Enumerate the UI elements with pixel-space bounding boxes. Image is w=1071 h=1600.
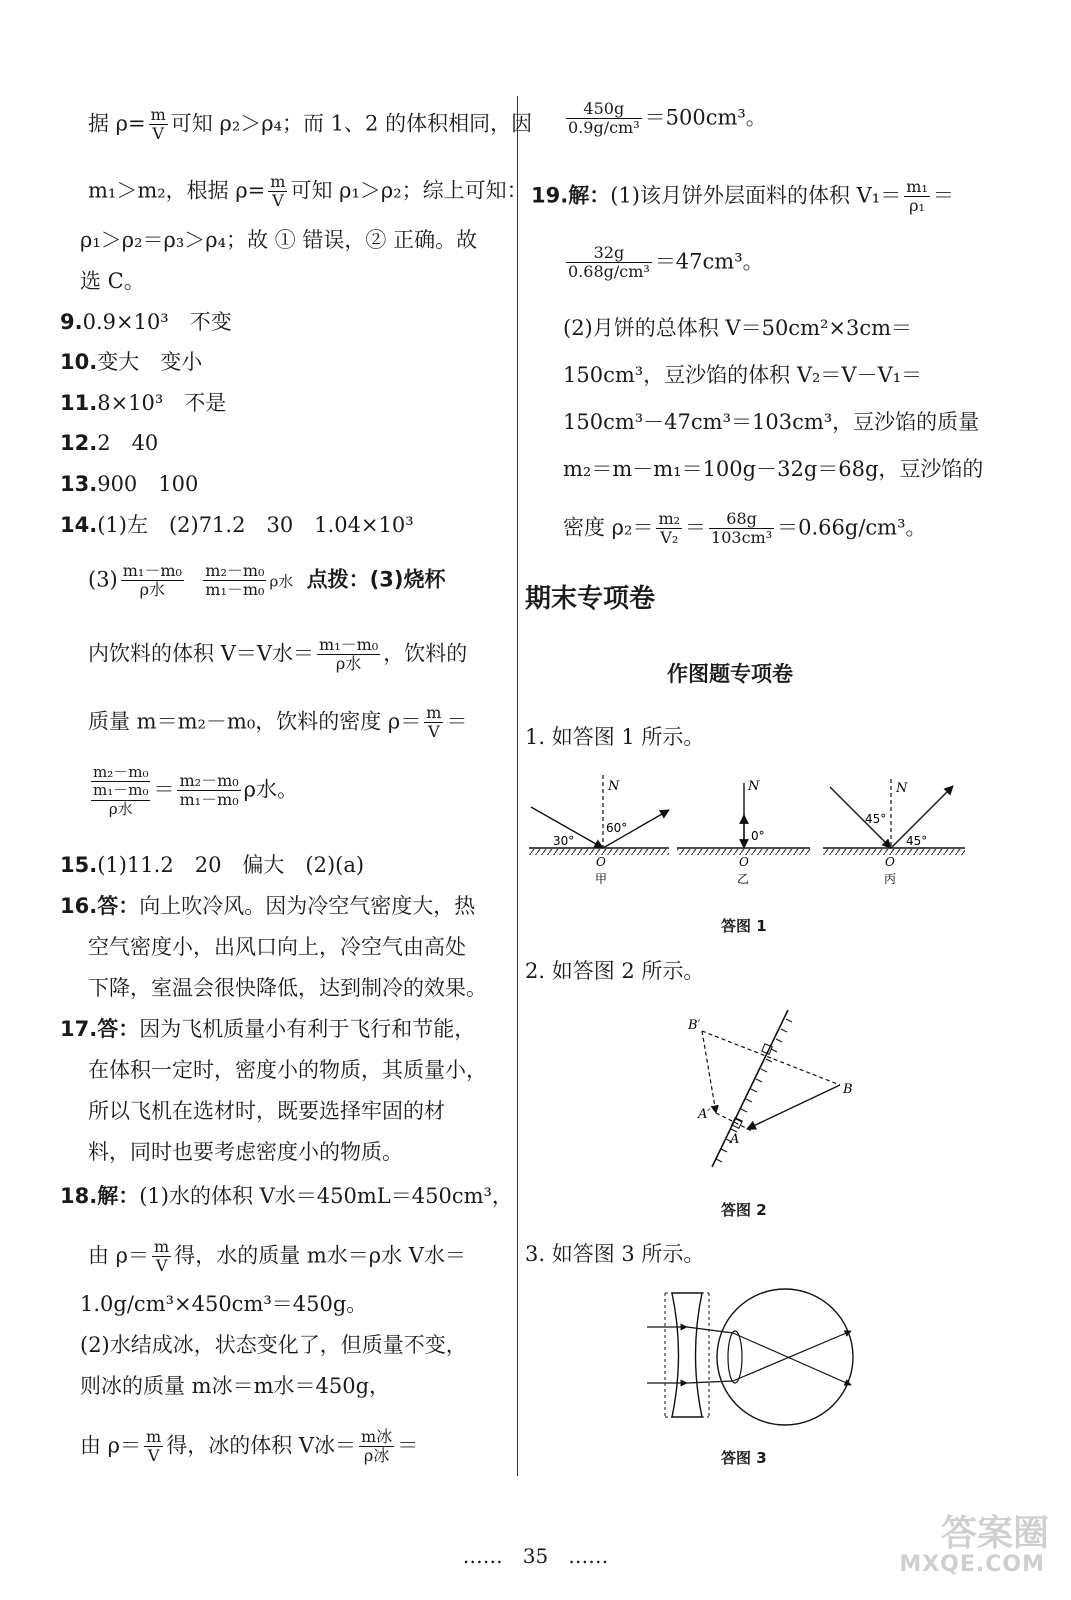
- denominator: 103cm³: [711, 528, 773, 548]
- denominator: ρ水: [139, 580, 166, 600]
- numerator: m₂－m₀: [93, 763, 149, 781]
- watermark-logo: 答案圈: [940, 1513, 1049, 1554]
- qnum: 18.解：: [60, 1184, 140, 1208]
- label-yi: 乙: [737, 872, 750, 886]
- denominator: 0.9g/cm³: [568, 118, 640, 138]
- line-3: ρ₁＞ρ₂＝ρ₃＞ρ₄；故 ① 错误，② 正确。故: [80, 228, 478, 252]
- text: ＝47cm³。: [654, 249, 764, 274]
- answer-19-line: 150cm³，豆沙馅的体积 V₂＝V－V₁＝: [563, 363, 923, 387]
- text: (1)11.2 20 偏大 (2)(a): [97, 853, 365, 877]
- angle-30: 30°: [553, 834, 575, 848]
- qnum: 12.: [60, 431, 98, 455]
- denominator: ρ₁: [909, 196, 925, 216]
- answer-19-line: 150cm³－47cm³＝103cm³，豆沙馅的质量: [563, 410, 980, 434]
- hint-label: 点拨：(3)烧杯: [306, 567, 446, 592]
- text: 得，水的质量 m水＝ρ水 V水＝: [174, 1243, 466, 1268]
- watermark-site: MXQE.COM: [899, 1552, 1045, 1577]
- section-title: 期末专项卷: [525, 584, 656, 614]
- denominator: 0.68g/cm³: [568, 262, 650, 282]
- answer-18-line: 则冰的质量 m冰＝m水＝450g，: [80, 1374, 391, 1398]
- text: 由 ρ＝: [80, 1433, 142, 1458]
- answer-14-line: [88, 636, 467, 674]
- mirror-jia: [529, 775, 669, 886]
- answer-16-line: 下降，室温会很快降低，达到制冷的效果。: [88, 976, 487, 1000]
- answer-12: [60, 433, 158, 454]
- answer-14: [60, 515, 414, 536]
- denominator: m₁－m₀: [205, 580, 265, 600]
- qnum: 9.: [60, 310, 83, 334]
- answer-15: [60, 855, 364, 876]
- numerator: m: [150, 105, 166, 124]
- fraction: [656, 510, 682, 548]
- label-O: O: [885, 855, 895, 869]
- text: 因为飞机质量小有利于飞行和节能，: [139, 1017, 476, 1041]
- answer-16: [60, 896, 475, 917]
- label-O: O: [739, 855, 749, 869]
- label-B-prime: B′: [688, 1018, 701, 1033]
- complex-fraction: [91, 764, 150, 818]
- fraction: [904, 178, 930, 216]
- numerator: m₁: [906, 177, 928, 196]
- text: ＝: [397, 1433, 419, 1458]
- fraction: [709, 510, 774, 548]
- text: ＝: [153, 777, 175, 802]
- denominator: ρ水: [335, 654, 362, 674]
- denominator: V: [147, 1446, 160, 1466]
- numerator: m₂－m₀: [205, 561, 265, 580]
- figure-3: [645, 1285, 860, 1430]
- denominator: V: [152, 124, 164, 144]
- answer-18-line: [88, 1238, 466, 1276]
- numerator: 450g: [566, 100, 642, 119]
- answer-18: [60, 1186, 513, 1207]
- qnum: 16.答：: [60, 894, 140, 918]
- text: 8×10³ 不是: [97, 391, 227, 415]
- label-jia: 甲: [595, 872, 608, 886]
- mirror-bing: [823, 779, 965, 886]
- denominator-bottom: ρ水: [108, 799, 133, 818]
- fraction: [359, 1428, 394, 1466]
- text: (3): [88, 567, 118, 592]
- column-divider: [517, 96, 518, 1476]
- answer-11: [60, 393, 226, 414]
- answer-13: [60, 474, 198, 495]
- text: ＝500cm³。: [644, 105, 767, 130]
- concave-lens: [665, 1293, 709, 1417]
- denominator: V: [272, 191, 284, 211]
- answer-19-line: [563, 244, 764, 282]
- answer-19-line: (2)月饼的总体积 V＝50cm²×3cm＝: [563, 316, 913, 340]
- label-bing: 丙: [884, 872, 897, 886]
- answer-18-cont: [563, 100, 767, 138]
- answer-9: [60, 312, 232, 333]
- figure-2: [650, 1005, 870, 1175]
- answer-17-line: 料，同时也要考虑密度小的物质。: [88, 1140, 403, 1164]
- plane-mirror: [712, 1010, 792, 1167]
- caption-fig3: 答图 3: [721, 1449, 767, 1467]
- denominator: V: [428, 722, 440, 742]
- numerator: m: [146, 1427, 162, 1446]
- numerator: m: [270, 172, 286, 191]
- eyeball: [717, 1289, 853, 1425]
- text: ρ水。: [243, 777, 299, 802]
- line-1: [88, 106, 532, 144]
- label-N: N: [748, 779, 760, 794]
- text: 向上吹冷风。因为冷空气密度大，热: [139, 894, 476, 918]
- answer-19-line: [563, 510, 927, 548]
- numerator: m₂－m₀: [179, 770, 239, 790]
- text: ＝: [685, 515, 707, 540]
- text: 2 40: [97, 431, 159, 455]
- angle-60: 60°: [606, 821, 628, 835]
- text: ＝: [932, 183, 954, 208]
- answer-19-line: m₂＝m－m₁＝100g－32g＝68g，豆沙馅的: [563, 457, 984, 481]
- denominator-top: m₁－m₀: [93, 781, 149, 800]
- line-2: [88, 173, 528, 211]
- denominator: V₂: [660, 528, 679, 548]
- fraction: [144, 1428, 163, 1466]
- numerator: m冰: [361, 1427, 393, 1446]
- answer-17: [60, 1019, 475, 1040]
- label-B: B: [843, 1082, 853, 1097]
- mirror-yi: [677, 779, 810, 886]
- numerator: 32g: [566, 244, 652, 263]
- fraction: [152, 1238, 171, 1276]
- text: ＝: [446, 709, 468, 734]
- qnum: 14.: [60, 513, 98, 537]
- text: 由 ρ＝: [88, 1243, 150, 1268]
- numerator: m₂: [658, 509, 681, 528]
- answer-10: [60, 352, 202, 373]
- subsection-title: 作图题专项卷: [667, 662, 793, 686]
- angle-45a: 45°: [865, 812, 887, 826]
- qnum: 13.: [60, 472, 98, 496]
- fig-ref-1: 1. 如答图 1 所示。: [525, 725, 705, 749]
- label-O: O: [596, 855, 606, 869]
- answer-14-part3: [88, 562, 445, 600]
- text: m₁＞m₂，根据 ρ=: [88, 178, 266, 203]
- fraction: [177, 772, 240, 810]
- fraction: [424, 704, 443, 742]
- fraction: [268, 173, 287, 211]
- text: ＝0.66g/cm³。: [777, 515, 927, 540]
- qnum: 15.: [60, 853, 98, 877]
- caption-fig2: 答图 2: [721, 1201, 767, 1219]
- text: 内饮料的体积 V＝V水＝: [88, 641, 315, 666]
- answer-18-line: [80, 1428, 418, 1466]
- fig-ref-3: 3. 如答图 3 所示。: [525, 1242, 705, 1266]
- fraction: [566, 100, 642, 138]
- numerator: m: [426, 703, 442, 722]
- answer-17-line: 在体积一定时，密度小的物质，其质量小，: [88, 1058, 487, 1082]
- text: 可知 ρ₂＞ρ₄；而 1、2 的体积相同，因: [170, 111, 533, 136]
- answer-18-line: (2)水结成冰，状态变化了，但质量不变，: [80, 1333, 467, 1357]
- angle-45b: 45°: [906, 834, 928, 848]
- text: 得，冰的体积 V冰＝: [166, 1433, 357, 1458]
- answer-14-complex-fraction: [88, 764, 298, 818]
- label-N: N: [896, 781, 908, 796]
- label-A-prime: A′: [698, 1107, 711, 1122]
- text: 质量 m＝m₂－m₀，饮料的密度 ρ＝: [88, 709, 422, 734]
- denominator: V: [155, 1256, 168, 1276]
- answer-19: [531, 178, 954, 216]
- qnum: 19.解：: [531, 183, 611, 208]
- text: 900 100: [97, 472, 199, 496]
- text: 据 ρ=: [88, 111, 146, 136]
- fraction: [203, 562, 266, 600]
- page-number: …… 35 ……: [462, 1544, 609, 1568]
- text: 0.9×10³ 不变: [82, 310, 232, 334]
- qnum: 11.: [60, 391, 98, 415]
- text: 变大 变小: [97, 350, 203, 374]
- angle-0: 0°: [751, 829, 765, 843]
- text: 密度 ρ₂＝: [563, 515, 654, 540]
- text: 可知 ρ₁＞ρ₂；综上可知：: [290, 178, 528, 203]
- line-4: 选 C。: [80, 269, 145, 293]
- numerator: m: [154, 1237, 170, 1256]
- text: (1)左 (2)71.2 30 1.04×10³: [97, 513, 414, 537]
- denominator: ρ冰: [363, 1446, 390, 1466]
- fig-ref-2: 2. 如答图 2 所示。: [525, 959, 705, 983]
- text: (1)该月饼外层面料的体积 V₁＝: [610, 183, 902, 208]
- answer-14-line: [88, 704, 467, 742]
- label-A: A: [730, 1132, 740, 1147]
- fraction: [566, 244, 652, 282]
- answer-17-line: 所以飞机在选材时，既要选择牢固的材: [88, 1099, 445, 1123]
- label-N: N: [608, 779, 620, 794]
- qnum: 17.答：: [60, 1017, 140, 1041]
- text: (1)水的体积 V水＝450mL＝450cm³，: [139, 1184, 513, 1208]
- fraction: [149, 106, 168, 144]
- qnum: 10.: [60, 350, 98, 374]
- figure-1: [525, 765, 975, 895]
- fraction: [317, 636, 380, 674]
- denominator: m₁－m₀: [179, 790, 239, 810]
- numerator: m₁－m₀: [319, 635, 379, 654]
- answer-18-line: 1.0g/cm³×450cm³＝450g。: [80, 1292, 368, 1316]
- numerator: m₁－m₀: [122, 561, 182, 580]
- answer-16-line: 空气密度小，出风口向上，冷空气由高处: [88, 935, 466, 959]
- fraction: [121, 562, 184, 600]
- numerator: 68g: [709, 510, 774, 529]
- rho-water: ρ水: [269, 572, 294, 591]
- caption-fig1: 答图 1: [721, 917, 767, 935]
- text: ，饮料的: [383, 641, 468, 666]
